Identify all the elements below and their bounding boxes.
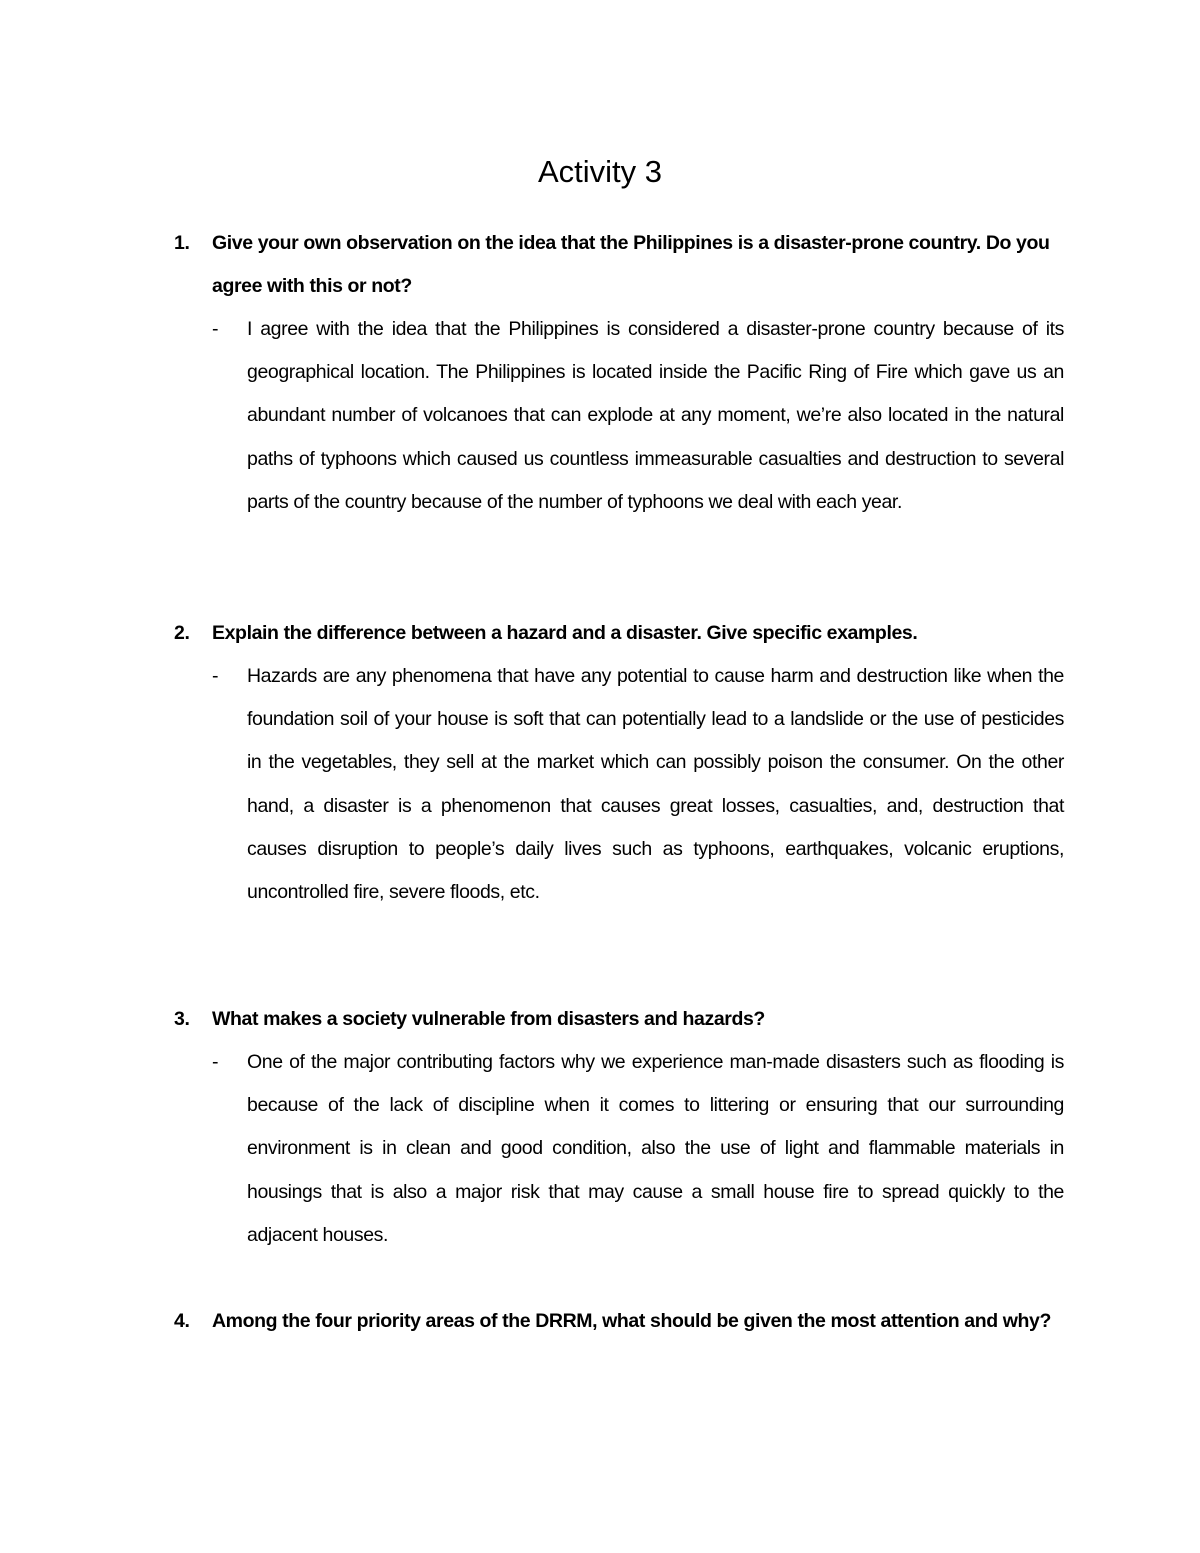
question-4 xyxy=(174,1300,1064,1343)
question-block-4 xyxy=(174,1300,1064,1343)
answer-text: One of the major contributing factors why we experience man-made disasters such as flooding is because of the lack of discipline when it comes to littering or ensuring that our surrounding environment is in clean and good condition, also the use of light and flammable materials in housings that is also a major risk that may cause a small house fire to spread quickly to the adjacent houses. xyxy=(247,1051,1064,1246)
question-text: What makes a society vulnerable from disasters and hazards? xyxy=(212,1008,765,1030)
question-block-1 xyxy=(174,222,1064,524)
bullet-dash: - xyxy=(212,318,219,340)
answer-text: I agree with the idea that the Philippines is considered a disaster-prone country because of its geographical location. The Philippines is located inside the Pacific Ring of Fire which gave us an abundant number of volcanoes that can explode at any moment, we’re also located in the natural paths of typhoons which caused us countless immeasurable casualties and destruction to several parts of the country because of the number of typhoons we deal with each year. xyxy=(247,318,1064,513)
page-title: Activity 3 xyxy=(537,154,663,189)
question-number: 2. xyxy=(174,622,190,644)
question-number: 3. xyxy=(174,1008,190,1030)
question-number: 4. xyxy=(174,1310,190,1332)
bullet-dash: - xyxy=(212,1051,219,1073)
question-3 xyxy=(174,998,1064,1041)
question-text: Among the four priority areas of the DRRM, what should be given the most attention and why? xyxy=(212,1310,1051,1332)
bullet-dash: - xyxy=(212,665,219,687)
answer-3 xyxy=(212,1041,1064,1257)
answer-text: Hazards are any phenomena that have any potential to cause harm and destruction like when the foundation soil of your house is soft that can potentially lead to a landslide or the use of pesticides in the vegetables, they sell at the market which can possibly poison the consumer. On the other hand, a disaster is a phenomenon that causes great losses, casualties, and, destruction that causes disruption to people’s daily lives such as typhoons, earthquakes, volcanic eruptions, uncontrolled fire, severe floods, etc. xyxy=(247,665,1064,904)
question-block-2 xyxy=(174,612,1064,914)
answer-2 xyxy=(212,655,1064,914)
question-2 xyxy=(174,612,1064,655)
question-block-3 xyxy=(174,998,1064,1257)
answer-1 xyxy=(212,308,1064,524)
question-number: 1. xyxy=(174,232,190,254)
question-text: Give your own observation on the idea that the Philippines is a disaster-prone country. Do you agree with this or not? xyxy=(212,232,1050,297)
question-text: Explain the difference between a hazard and a disaster. Give specific examples. xyxy=(212,622,918,644)
question-1 xyxy=(174,222,1064,308)
